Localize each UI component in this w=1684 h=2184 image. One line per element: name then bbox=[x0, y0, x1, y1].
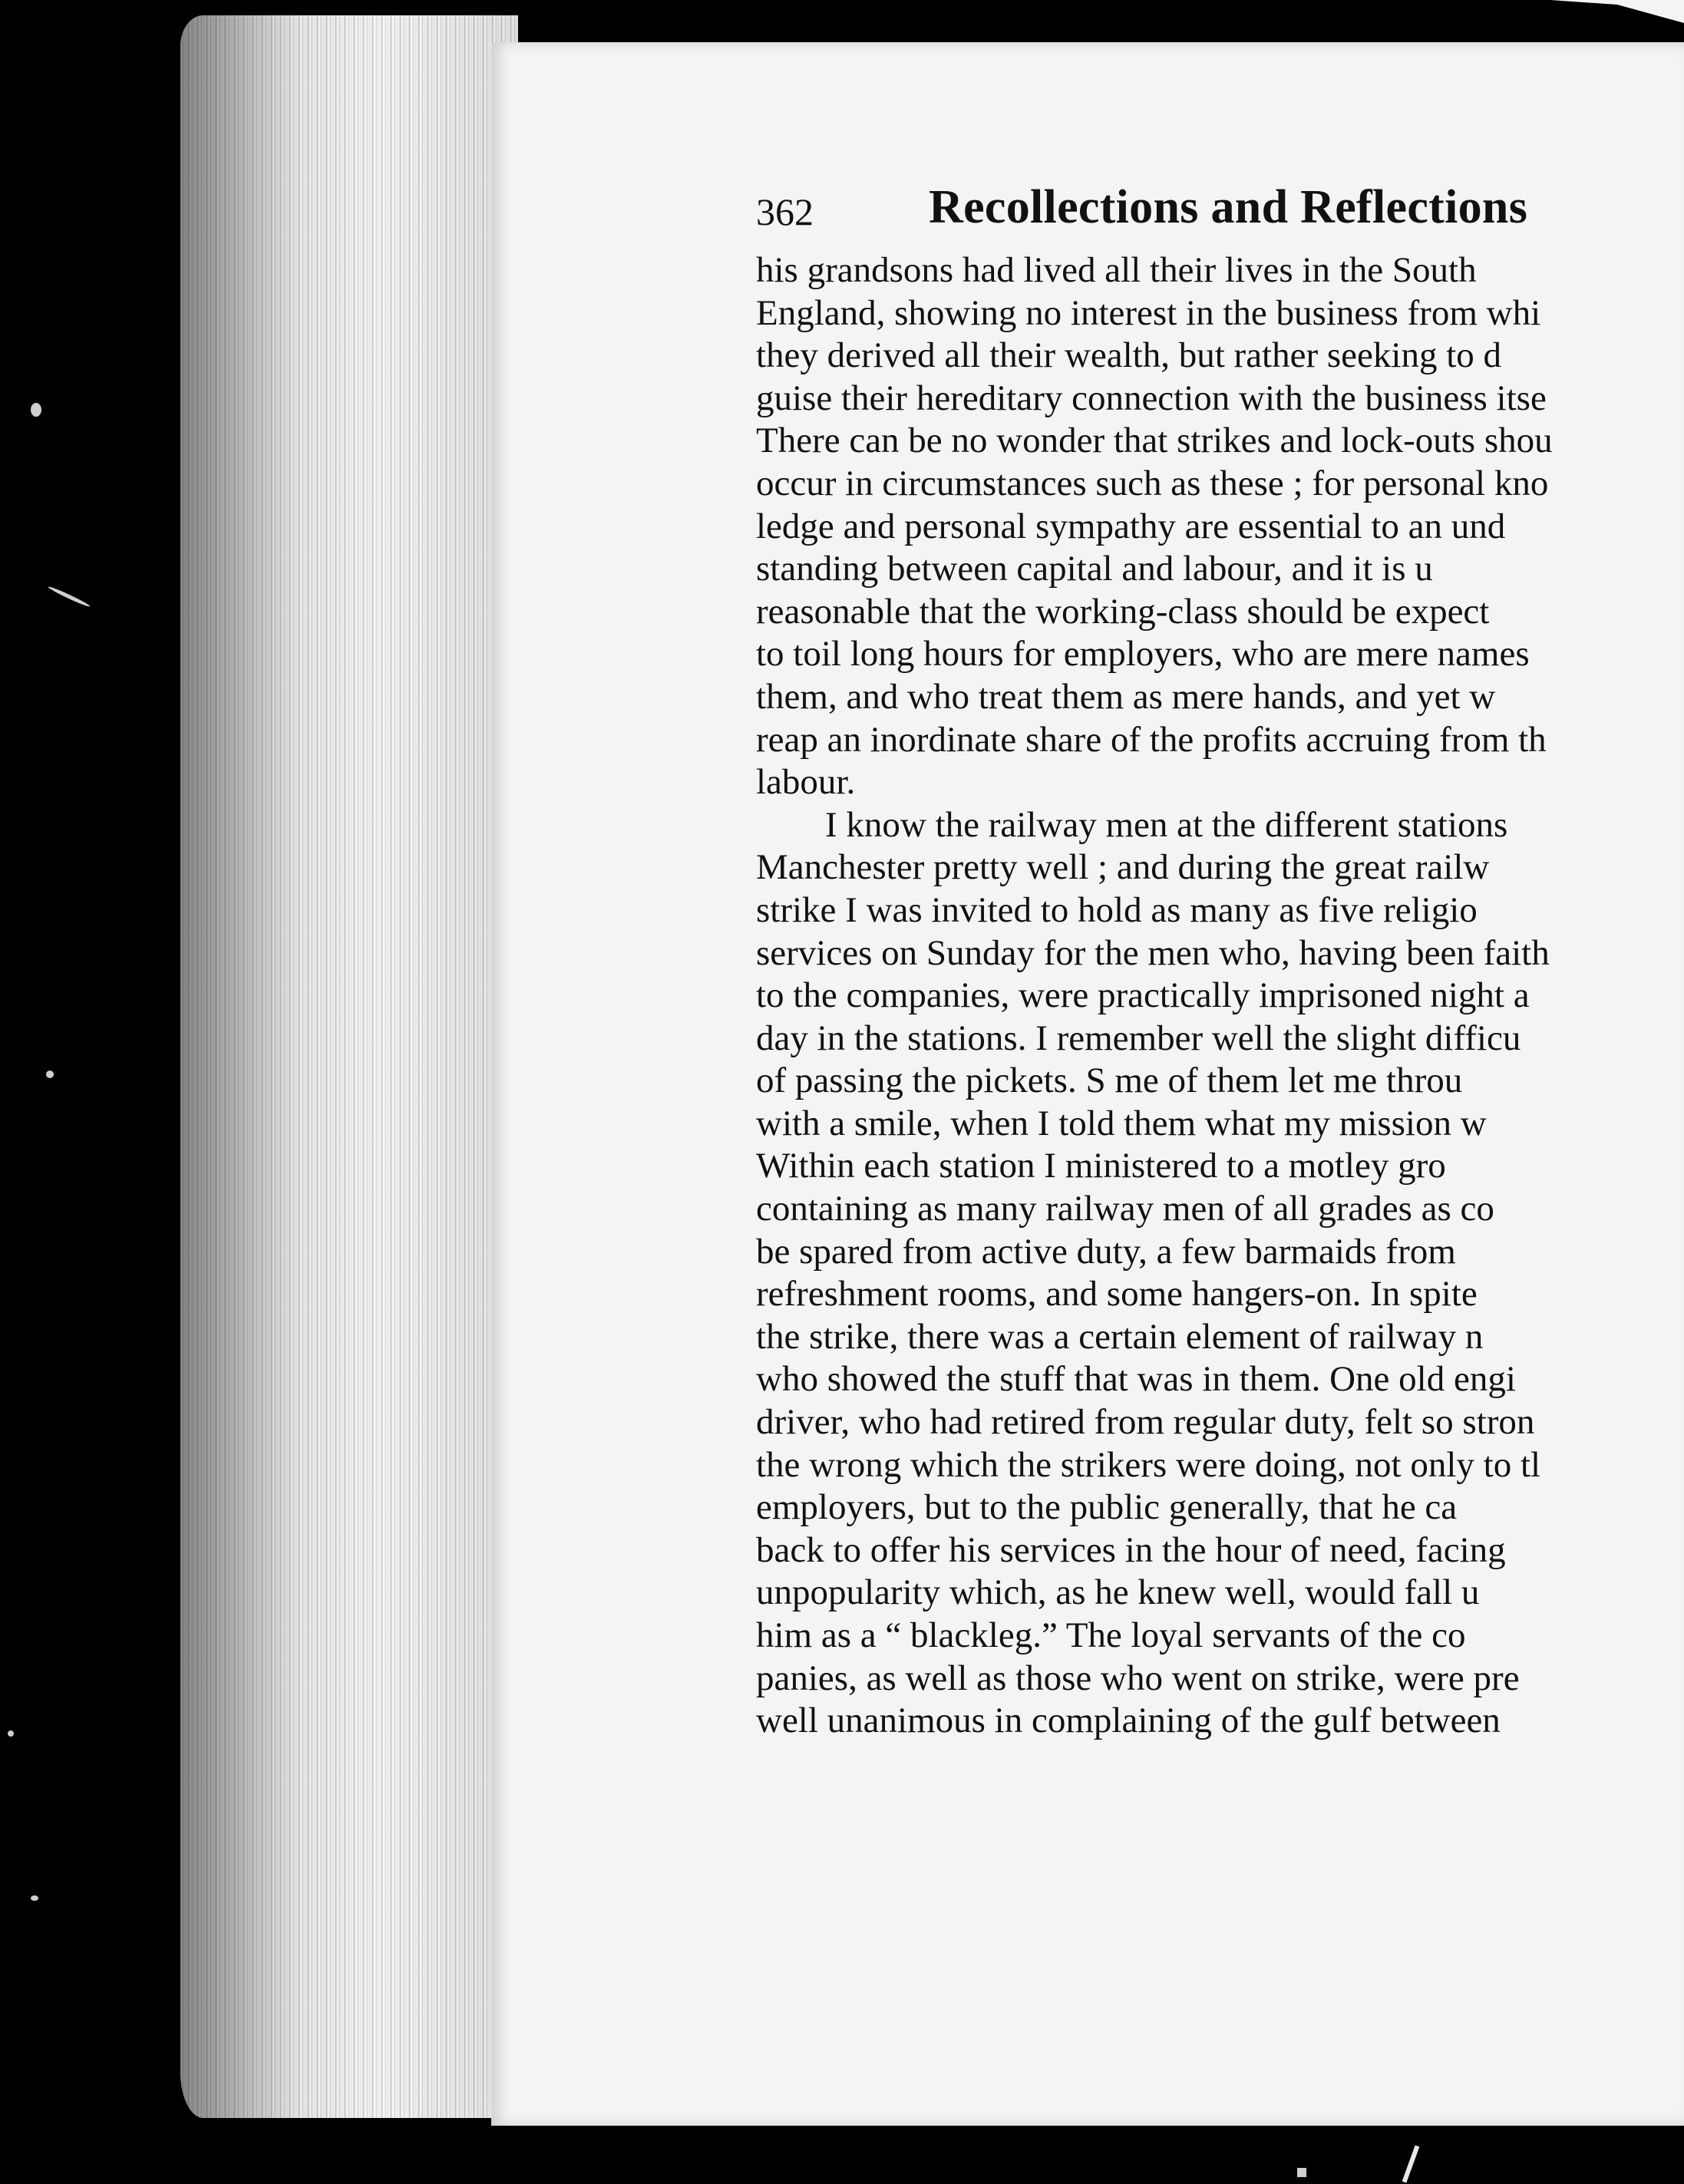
text-line: back to offer his services in the hour of need, facing bbox=[756, 1529, 1506, 1570]
text-line: his grandsons had lived all their lives in the South bbox=[756, 250, 1477, 290]
text-line: standing between capital and labour, and it is u bbox=[756, 549, 1433, 589]
text-line: England, showing no interest in the business from whi bbox=[756, 292, 1541, 333]
text-line: I know the railway men at the different stations bbox=[825, 804, 1508, 845]
text-line: There can be no wonder that strikes and lock-outs shou bbox=[756, 421, 1553, 461]
text-line: driver, who had retired from regular duty, felt so stron bbox=[756, 1402, 1535, 1443]
text-line: who showed the stuff that was in them. One old engi bbox=[756, 1359, 1516, 1400]
text-line: they derived all their wealth, but rather seeking to d bbox=[756, 335, 1502, 376]
text-line: the wrong which the strikers were doing, not only to tl bbox=[756, 1444, 1541, 1485]
text-line: of passing the pickets. S me of them let me throu bbox=[756, 1061, 1463, 1101]
page-number: 362 bbox=[756, 190, 814, 233]
text-line: the strike, there was a certain element of railway n bbox=[756, 1316, 1484, 1357]
text-line: them, and who treat them as mere hands, and yet w bbox=[756, 676, 1496, 717]
text-line: to the companies, were practically imprisoned night a bbox=[756, 975, 1530, 1016]
page-corner bbox=[1550, 0, 1684, 23]
running-head: Recollections and Reflections bbox=[929, 181, 1528, 233]
text-line: ledge and personal sympathy are essential to an und bbox=[756, 506, 1506, 546]
text-line: be spared from active duty, a few barmaids from bbox=[756, 1231, 1456, 1272]
page-edges-shadow bbox=[180, 15, 518, 2118]
text-line: Manchester pretty well ; and during the great railw bbox=[756, 847, 1490, 888]
text-line: with a smile, when I told them what my mission w bbox=[756, 1103, 1487, 1143]
text-line: services on Sunday for the men who, having been faith bbox=[756, 932, 1550, 973]
scan-dot bbox=[1297, 2168, 1306, 2177]
body-text bbox=[756, 249, 1684, 1830]
text-line: reasonable that the working-class should be expect bbox=[756, 591, 1490, 632]
text-line: Within each station I ministered to a motley gro bbox=[756, 1146, 1446, 1186]
text-line: containing as many railway men of all grades as co bbox=[756, 1189, 1494, 1229]
text-line: day in the stations. I remember well the slight difficu bbox=[756, 1018, 1521, 1058]
text-line: refreshment rooms, and some hangers-on. In spite bbox=[756, 1274, 1478, 1315]
text-line: reap an inordinate share of the profits accruing from th bbox=[756, 719, 1547, 760]
text-line: panies, as well as those who went on strike, were pre bbox=[756, 1658, 1520, 1698]
scan-mark bbox=[1402, 2145, 1420, 2182]
text-line: occur in circumstances such as these ; for personal kno bbox=[756, 463, 1549, 503]
text-line: him as a “ blackleg.” The loyal servants of the co bbox=[756, 1615, 1466, 1655]
text-line: guise their hereditary connection with the business itse bbox=[756, 378, 1547, 418]
text-line: strike I was invited to hold as many as five religio bbox=[756, 889, 1478, 930]
text-line: unpopularity which, as he knew well, would fall u bbox=[756, 1572, 1480, 1613]
text-line: employers, but to the public generally, that he ca bbox=[756, 1487, 1458, 1528]
text-line: well unanimous in complaining of the gulf between bbox=[756, 1701, 1501, 1741]
text-line: to toil long hours for employers, who are mere names bbox=[756, 634, 1530, 675]
page-header bbox=[756, 180, 1677, 242]
text-line: labour. bbox=[756, 762, 856, 803]
